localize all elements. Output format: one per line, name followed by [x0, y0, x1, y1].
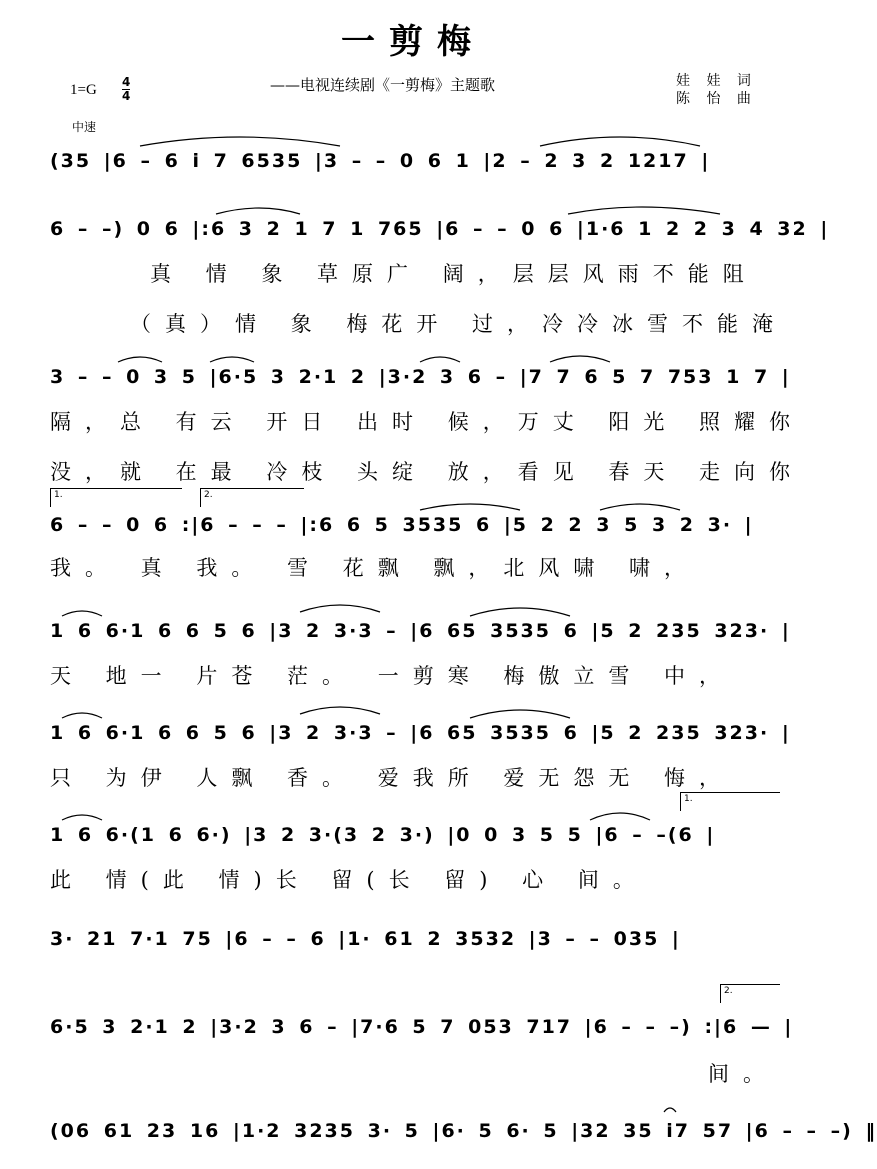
lyrics-line-4: 我。 真 我。 雪 花飘 飘，北风啸 啸， — [50, 556, 700, 580]
lyrics-line-3b: 没，就 在最 冷枝 头绽 放，看见 春天 走向你 — [50, 460, 805, 484]
composer-credit: 陈 怡 曲 — [676, 91, 757, 107]
lyrics-line-9: 间。 — [708, 1062, 778, 1086]
volta-second-ending: 2. — [200, 488, 304, 507]
song-subtitle: ——电视连续剧《一剪梅》主题歌 — [270, 76, 496, 94]
notation-line-6: 1 6 6·1 6 6 5 6 |3 2 3·3 – |6 65 3535 6 |5 2 235 323· | — [50, 722, 791, 744]
volta-first-ending-2: 1. — [680, 792, 780, 811]
lyrics-line-3a: 隔，总 有云 开日 出时 候，万丈 阳光 照耀你 — [50, 410, 805, 434]
song-title: 一剪梅 — [341, 22, 485, 62]
lyrics-line-6: 只 为伊 人飘 香。 爱我所 爱无怨无 悔， — [50, 766, 735, 790]
lyrics-line-5: 天 地一 片苍 茫。 一剪寒 梅傲立雪 中， — [50, 664, 735, 688]
notation-line-5: 1 6 6·1 6 6 5 6 |3 2 3·3 – |6 65 3535 6 |5 2 235 323· | — [50, 620, 791, 642]
notation-line-7: 1 6 6·(1 6 6·) |3 2 3·(3 2 3·) |0 0 3 5 5 |6 – –(6 | — [50, 824, 716, 846]
notation-line-3: 3 – – 0 3 5 |6·5 3 2·1 2 |3·2 3 6 – |7 7 6 5 7 753 1 7 | — [50, 366, 791, 388]
lyrics-line-2b: （真）情 象 梅花开 过，冷冷冰雪不能淹 — [130, 312, 788, 336]
notation-line-10: (06 61 23 16 |1·2 3235 3· 5 |6· 5 6· 5 |32 35 i7 57 |6 – – –) ‖ — [50, 1120, 877, 1142]
meter-top: 4 — [122, 75, 131, 89]
lyrics-line-7: 此 情(此 情)长 留(长 留) 心 间。 — [50, 868, 648, 892]
meter-bottom: 4 — [122, 89, 131, 103]
notation-line-8: 3· 21 7·1 75 |6 – – 6 |1· 61 2 3532 |3 – – 035 | — [50, 928, 681, 950]
tempo-marking: 中速 — [72, 120, 97, 134]
volta-second-ending-2: 2. — [720, 984, 780, 1003]
key-signature: 1=G — [70, 82, 97, 98]
lyrics-line-2a: 真 情 象 草原广 阔，层层风雨不能阻 — [150, 262, 758, 286]
notation-line-4: 6 – – 0 6 :|6 – – – |:6 6 5 3535 6 |5 2 2 3 5 3 2 3· | — [50, 514, 754, 536]
lyricist-credit: 娃 娃 词 — [676, 73, 757, 89]
notation-line-2: 6 – –) 0 6 |:6 3 2 1 7 1 765 |6 – – 0 6 |1·6 1 2 2 3 4 32 | — [50, 218, 830, 240]
notation-line-9: 6·5 3 2·1 2 |3·2 3 6 – |7·6 5 7 053 717 |6 – – –) :|6 — | — [50, 1016, 794, 1038]
volta-first-ending: 1. — [50, 488, 182, 507]
notation-line-1: (35 |6 – 6 i 7 6535 |3 – – 0 6 1 |2 – 2 3 2 1217 | — [50, 150, 711, 172]
